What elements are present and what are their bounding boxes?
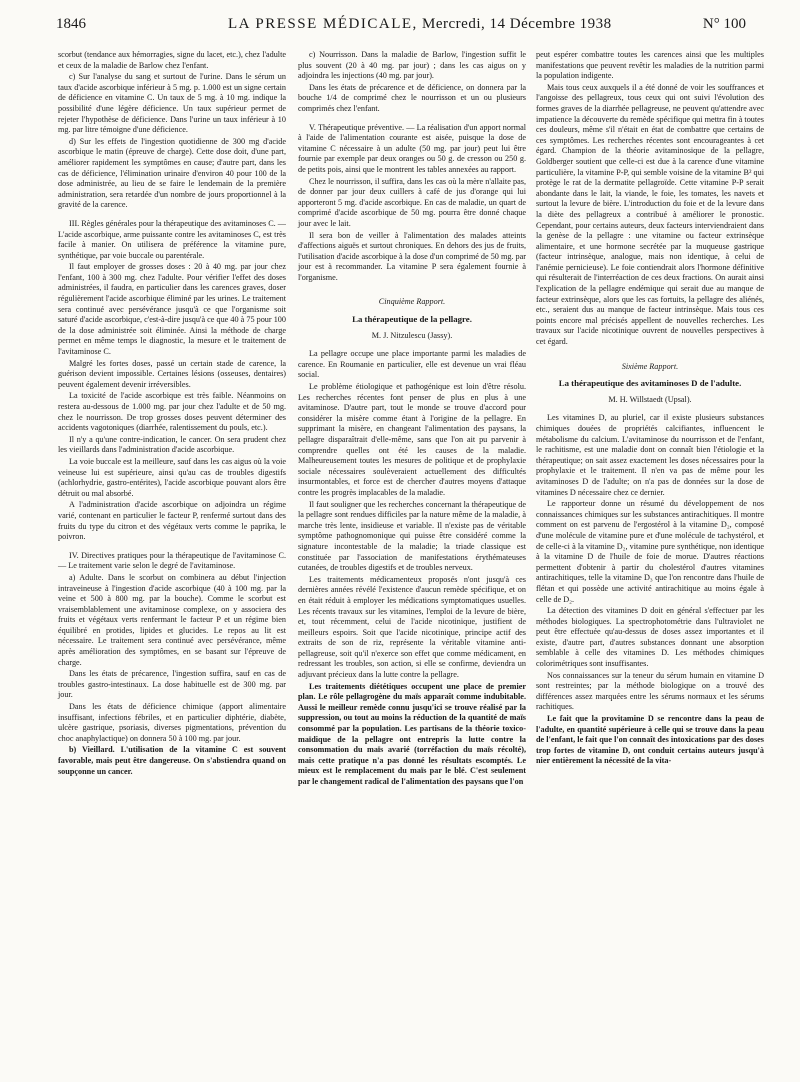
paragraph: c) Nourrisson. Dans la maladie de Barlow, l'ingestion suffit le plus souvent (20 à 40 mg. par jour) ; dans les cas aigus on y adjoindra les injections (40 mg. par jour).: [298, 50, 526, 81]
paragraph: La pellagre occupe une place importante parmi les maladies de carence. En Roumanie en particulier, elle est devenue un vrai fléau social.: [298, 349, 526, 380]
paragraph: peut espérer combattre toutes les carences ainsi que les multiples manifestations que peuvent revêtir les maladies de la nutrition parmi la population indigente.: [536, 50, 764, 81]
paragraph: Le fait que la provitamine D se rencontre dans la peau de l'adulte, en quantité supérieure à celle qui se trouve dans la peau de l'enfant, le fait que l'on connaît des intoxications par des doses trop fortes de vitamine D, ont conduit certains auteurs jusqu'à nier entièrement la nécessité de la vita-: [536, 714, 764, 766]
report-title: La thérapeutique de la pellagre.: [352, 314, 472, 325]
report-author: M. J. Nitzulescu (Jassy).: [371, 330, 453, 340]
paragraph: Nos connaissances sur la teneur du sérum humain en vitamine D sont restreintes; par la méthode biologique on a trouvé des différences assez marquées entre les sérums normaux et les sérums rachitiques.: [536, 670, 764, 712]
paragraph: Il faut souligner que les recherches concernant la thérapeutique de la pellagre sont rendues difficiles par la nature même de la maladie, à marche très lente, insidieuse et variable. Il n'existe pas de véritable symptôme pathognomonique qui puisse être considéré comme la signature incontestable de la maladie; la triade classique est constituée par l'association de manifestations érythémateuses cutanées, de troubles digestifs et de troubles nerveux.: [298, 499, 526, 573]
section-heading-paragraph: V. Thérapeutique préventive. — La réalisation d'un apport normal à l'aide de l'alimentation courante est aisée, puisque la dose de vitamine C nécessaire à un adulte (50 mg. par jour) peut lui être fournie par exemple par deux oranges ou 50 g. de cresson ou 250 g. de petits pois, ainsi que le montrent les tables annexées au rapport.: [298, 122, 526, 174]
paragraph: Le problème étiologique et pathogénique est loin d'être résolu. Les recherches récentes font penser de plus en plus à une avitaminose. D'autre part, tout le monde se trouve d'accord pour considérer la misère comme étant à l'origine de la pellagre. En supprimant la misère, en changeant l'alimentation des paysans, la pellagre disparaîtrait d'elle-même, sans que l'on ait pu parvenir à comprendre quelles ont été les causes de la maladie. Malheureusement toutes les mesures de politique et de prophylaxie sociale nécessaires soulèveraient actuellement des difficultés insurmontables, et force est de chercher d'autres moyens d'attaque contre les progrès implacables de la maladie.: [298, 382, 526, 497]
paragraph: Chez le nourrisson, il suffira, dans les cas où la mère n'allaite pas, de donner par jour deux cuillers à café de jus d'orange qui lui apporteront 5 mg. d'acide ascorbique. En cas de maladie, un quart de comprimé d'acide ascorbique de 50 mg. pourra être donné chaque jour avec le lait.: [298, 176, 526, 228]
report-title: La thérapeutique des avitaminoses D de l'adulte.: [558, 378, 742, 389]
page-header: [56, 16, 746, 36]
issue-date: Mercredi, 14 Décembre 1938: [422, 16, 612, 32]
paragraph: Dans les états de déficience chimique (apport alimentaire insuffisant, infections fébriles, et en particulier diphtérie, diabète, ulcère gastrique, psoriasis, diverses pigmentations, prévention du choc anaphylactique) on donnera 50 à 100 mg. par jour.: [58, 702, 286, 743]
report-number: Cinquième Rapport.: [378, 297, 446, 307]
paragraph: A l'administration d'acide ascorbique on adjoindra un régime varié, contenant en particulier le facteur P, renfermé surtout dans des fruits du type du citron et des végétaux verts comme le paprika, le poivron.: [58, 500, 286, 542]
section-heading-paragraph: IV. Directives pratiques pour la thérapeutique de l'avitaminose C. — Le traitement varie selon le degré de l'avitaminose.: [58, 550, 286, 571]
paragraph: La détection des vitamines D doit en général s'effectuer par les méthodes biologiques. La spectrophotométrie dans l'ultraviolet ne peut être effectuée qu'au-dessus de doses assez importantes et il existe, d'autre part, d'autres substances donnant une absorption semblable à celle des vitamines D. Les méthodes chimiques colorimétriques sont insuffisantes.: [536, 606, 764, 669]
running-title: [228, 16, 612, 33]
paragraph: Le rapporteur donne un résumé du développement de nos connaissances chimiques sur les substances antirachitiques. Il montre comment on est parvenu de l'ergostérol à la vitamine D₂, composé d'une molécule de vitamine pure et d'une molécule de tachystérol, et de celle-ci à la vitamine D₂, vitamine pure synthétique, non identique à la vitamine D de l'huile de foie de morue. D'autres réactions permettent d'obtenir à partir du cholestérol d'autres vitamines antirachitiques, telle la vitamine D₃ que l'on rencontre dans l'huile de flétan et qui possède une activité antirachitique au moins égale à celle de D₂.: [536, 499, 764, 604]
issue-number: N° 100: [702, 16, 746, 32]
paragraph: b) Vieillard. L'utilisation de la vitamine C est souvent favorable, mais peut être dangereuse. On s'abstiendra quand on soupçonne un cancer.: [58, 745, 286, 776]
column-3: [536, 50, 764, 768]
paragraph: Dans les états de précarence, l'ingestion suffira, sauf en cas de troubles gastro-intestinaux. La dose habituelle est de 300 mg. par jour.: [58, 669, 286, 700]
paragraph: Les traitements médicamenteux proposés n'ont jusqu'à ces dernières années révélé l'existence d'aucun remède spécifique, et on en était réduit à employer les médications symptomatiques usuelles. Les récents travaux sur les vitamines, l'emploi de la levure de bière, et, tout récemment, celui de l'acide nicotinique, justifient de meilleurs espoirs. Soit que l'acide nicotinique, principe actif des extraits de son de riz, représente la véritable vitamine anti-pellagreuse, soit qu'il n'exerce son effet que comme médicament, en redressant les troubles, son action, si elle se confirme, deviendra un adjuvant précieux dans la lutte contre la pellagre.: [298, 574, 526, 680]
paragraph: Il sera bon de veiller à l'alimentation des malades atteints d'affections aiguës et surtout chroniques. En dehors des jus de fruits, l'utilisation d'acide ascorbique à la dose d'un comprimé de 50 mg. par jour est à recommander. La vitamine P sera également fournie à l'organisme.: [298, 230, 526, 282]
paragraph: Il faut employer de grosses doses : 20 à 40 mg. par jour chez l'enfant, 100 à 300 mg. chez l'adulte. Pour vérifier l'effet des doses administrées, il faudra, en particulier dans les carences graves, doser régulièrement l'acide ascorbique éliminé par les urines. Le traitement sera continué avec persévérance jusqu'à ce que l'organisme soit saturé d'acide ascorbique, c'est-à-dire jusqu'à ce que 40 à 75 pour 100 de la dose administrée soit éliminée. Ainsi la méthode de charge permet en même temps le diagnostic, la mesure et le traitement de l'avitaminose C.: [58, 262, 286, 357]
journal-name: LA PRESSE MÉDICALE,: [228, 16, 418, 32]
paragraph: c) Sur l'analyse du sang et surtout de l'urine. Dans le sérum un taux d'acide ascorbique inférieur à 5 mg. p. 1.000 est un signe certain de déficience en vitamine C. Un taux de 5 mg. à 10 mg. indique la possibilité d'une légère déficience. Un taux supérieur permet de rejeter l'hypothèse de déficience. Dans l'urine un taux inférieur à 10 mg. par litre témoigne d'une déficience.: [58, 72, 286, 135]
paragraph: a) Adulte. Dans le scorbut on combinera au début l'injection intraveineuse à l'ingestion d'acide ascorbique (40 à 100 mg. par la veine et 500 à 800 mg. par la bouche). Comme le scorbut est vraisemblablement une avitaminose complexe, on y associera des fruits et végétaux verts renfermant le facteur P et un régime bien équilibré en protides, lipides et glucides. Le repos au lit est nécessaire. Le traitement sera continué avec persévérance, même après amélioration des symptômes, en se basant sur l'épreuve de charge.: [58, 572, 286, 667]
paragraph: Dans les états de précarence et de déficience, on donnera par la bouche 1/4 de comprimé chez le nourrisson et un ou plusieurs comprimés chez l'enfant.: [298, 82, 526, 113]
paragraph: scorbut (tendance aux hémorragies, signe du lacet, etc.), chez l'adulte et ceux de la maladie de Barlow chez l'enfant.: [58, 50, 286, 70]
paragraph: Malgré les fortes doses, passé un certain stade de carence, la guérison devient impossible. Certaines lésions (osseuses, dentaires) peuvent également devenir irréversibles.: [58, 358, 286, 389]
paragraph: La voie buccale est la meilleure, sauf dans les cas aigus où la voie veineuse lui est supérieure, ainsi qu'au cas de troubles digestifs (achlorhydrie, gastro-entérites), l'acide ascorbique pouvant alors être détruit ou mal absorbé.: [58, 456, 286, 498]
paragraph: d) Sur les effets de l'ingestion quotidienne de 300 mg d'acide ascorbique le matin (épreuve de charge). Cette dose doit, d'une part, améliorer rapidement les symptômes en cause; d'autre part, dans les cas de déficience, l'élimination urinaire d'environ 40 pour 100 de la dose administrée, au lieu de se faire le lendemain de la première administration, sera retardée d'un nombre de jours proportionnel à la gravité de la carence.: [58, 136, 286, 210]
column-1: [58, 50, 286, 778]
report-number: Sixième Rapport.: [621, 361, 679, 371]
paragraph: Mais tous ceux auxquels il a été donné de voir les souffrances et l'angoisse des pellagreux, tous ceux qui ont suivi l'évolution des formes graves de la diarrhée pellagreuse, ne peuvent qu'attendre avec impatience la découverte du remède spécifique qui mettra fin à toutes ces douleurs, même s'il n'était en état de combattre que certains de ces symptômes. Les recherches récentes sont encourageantes à cet égard. Champion de la théorie avitaminosique de la pellagre, Goldberger soutient que celle-ci est due à la carence d'une vitamine particulière, la vitamine P-P, qui semble voisine de la vitamine B² qui protège le rat de la dermatite pellagroïde. Cette vitamine P-P serait abondante dans le lait, la viande, le foie, les tomates, les navets et surtout la levure de bière. L'introduction du foie et de la levure dans la diète des pellagreux a contribué à améliorer le pronostic. Cependant, pour certains auteurs, deux facteurs interviendraient dans la genèse de la pellagre : une vitamine ou facteur extrinsèque alimentaire, et une hormone secrétée par la muqueuse gastrique (facteur intrinsèque, analogue, mais non identique, à celui de l'anémie pernicieuse). Le foie contiendrait alors l'hormone définitive qui résulterait de l'interréaction de ces deux fractions. On aurait ainsi l'explication de la pellagre endémique qui serait due au manque de facteur extrinsèque, alors que les cas fortuits, la pellagre des aliénés, etc., seraient dus au manque de facteur intrinsèque. Mais tous ces points encore mal précisés appellent de nouvelles recherches. Les travaux sur l'acide nicotinique ouvrent de nouvelles perspectives à cet égard.: [536, 82, 764, 347]
paragraph: Les traitements diététiques occupent une place de premier plan. Le rôle pellagrogène du maïs apparaît comme indubitable. Aussi le meilleur remède connu jusqu'ici se trouve réalisé par la suppression, ou tout au moins la réduction de la quantité de maïs consommé par la population. Les partisans de la théorie toxico-maïdique de la pellagre ont entrepris la lutte contre la consommation du maïs avarié (torréfaction du maïs récolté), mais cette pratique n'a pas donné les résultats escomptés. Le mieux est le remplacement du maïs par le blé. C'est seulement par le changement radical de l'alimentation des paysans que l'on: [298, 681, 526, 786]
paragraph: Il n'y a qu'une contre-indication, le cancer. On sera prudent chez les vieillards dans l'administration d'acide ascorbique.: [58, 434, 286, 455]
paragraph: Les vitamines D, au pluriel, car il existe plusieurs substances chimiques douées de propriétés calcifiantes, influencent le métabolisme du calcium. L'avitaminose du nourrisson et de l'enfant, le rachitisme, est une maladie dont on connaît bien l'étiologie et la thérapeutique; on sait assez exactement les doses nécessaires pour la prophylaxie et le traitement. Il n'en va pas de même pour les avitaminoses D de l'adulte; on n'a pas de données sur la dose de vitamines D nécessaire chez ce dernier.: [536, 413, 764, 497]
report-author: M. H. Willstaedt (Upsal).: [608, 394, 692, 404]
paragraph: La toxicité de l'acide ascorbique est très faible. Néanmoins on restera au-dessous de 1.000 mg. par jour chez l'adulte et de 50 mg. chez le nourrisson. De trop grosses doses peuvent déterminer des accidents vagotoniques (diarrhée, ralentissement du pouls, etc.).: [58, 391, 286, 433]
section-heading-paragraph: III. Règles générales pour la thérapeutique des avitaminoses C. — L'acide ascorbique, arme puissante contre les avitaminoses C, est très facile à manier. On utilisera de préférence la vitamine pure, synthétique, par voie buccale ou parentérale.: [58, 218, 286, 260]
page-number: 1846: [56, 16, 86, 32]
column-2: [298, 50, 526, 789]
